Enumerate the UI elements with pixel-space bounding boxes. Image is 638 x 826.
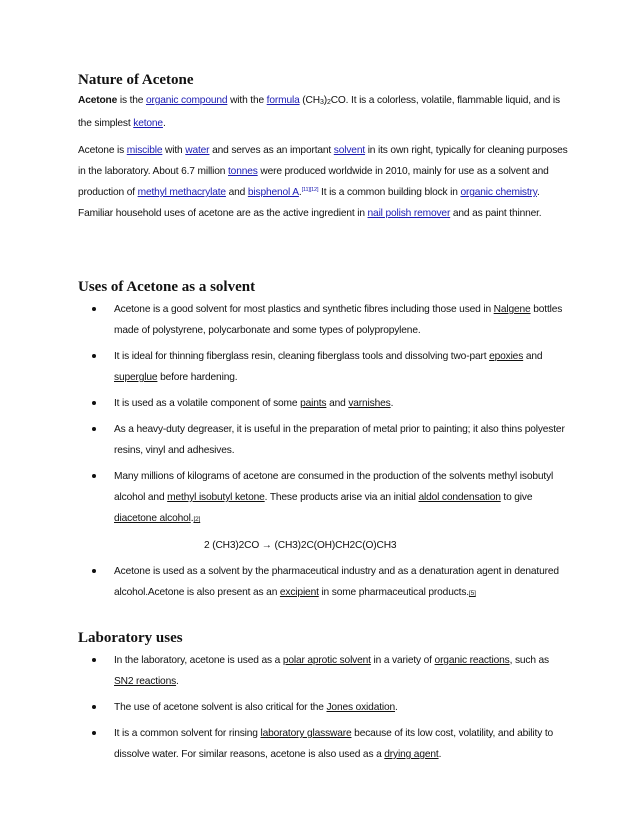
link-diacetone-alcohol[interactable]: diacetone alcohol — [114, 513, 191, 524]
link-solvent[interactable]: solvent — [333, 145, 366, 156]
link-organic-reactions[interactable]: organic reactions — [434, 655, 510, 666]
link-formula[interactable]: formula — [266, 95, 300, 106]
document-body — [78, 70, 568, 770]
heading-solvent: Uses of Acetone as a solvent — [78, 279, 256, 295]
link-nail-polish-remover[interactable]: nail polish remover — [367, 208, 451, 219]
paragraph-uses: Acetone is miscible with water and serves as an important solvent in its own right, typically for cleaning purposes in the laboratory. About 6.7 million tonnes were produced worldwide in 2010, mainly for use as a solvent and production of methyl methacrylate and bisphenol A.[11][12] It is a common building block in organic chemistry. Familiar household uses of acetone are as the active ingredient in nail polish remover and as paint thinner. — [78, 145, 568, 219]
link-organic-compound[interactable]: organic compound — [145, 95, 228, 106]
link-drying-agent[interactable]: drying agent — [384, 749, 439, 760]
link-epoxies[interactable]: epoxies — [489, 351, 524, 362]
link-polar-aprotic-solvent[interactable]: polar aprotic solvent — [282, 655, 371, 666]
bullet-icon — [92, 705, 96, 709]
citation-5[interactable]: [5] — [468, 590, 476, 597]
heading-laboratory: Laboratory uses — [78, 630, 183, 646]
bullet-icon — [92, 427, 96, 431]
link-aldol-condensation[interactable]: aldol condensation — [418, 492, 501, 503]
link-jones-oxidation[interactable]: Jones oxidation — [326, 702, 396, 713]
list-item: It is used as a volatile component of some paints and varnishes. — [78, 393, 568, 414]
link-miscible[interactable]: miscible — [126, 145, 163, 156]
bullet-icon — [92, 307, 96, 311]
link-methyl-methacrylate[interactable]: methyl methacrylate — [137, 187, 226, 198]
chemical-equation: 2 (CH3)2CO → (CH3)2C(OH)CH2C(O)CH3 — [204, 540, 397, 551]
link-ketone[interactable]: ketone — [133, 118, 163, 129]
link-tonnes[interactable]: tonnes — [228, 166, 258, 177]
bullet-icon — [92, 731, 96, 735]
solvent-list — [78, 299, 568, 530]
list-item: It is ideal for thinning fiberglass resin, cleaning fiberglass tools and dissolving two-part epoxies and superglue before hardening. — [78, 346, 568, 388]
list-item: Acetone is used as a solvent by the pharmaceutical industry and as a denaturation agent in denatured alcohol.Acetone is also present as an excipient in some pharmaceutical products.[5] — [78, 561, 568, 604]
solvent-list-continued — [78, 561, 568, 604]
list-item: Acetone is a good solvent for most plastics and synthetic fibres including those used in Nalgene bottles made of polystyrene, polycarbonate and some types of polypropylene. — [78, 299, 568, 341]
link-laboratory-glassware[interactable]: laboratory glassware — [260, 728, 352, 739]
list-item: Many millions of kilograms of acetone are consumed in the production of the solvents methyl isobutyl alcohol and methyl isobutyl ketone. These products arise via an initial aldol condensation to give diacetone alcohol.[2] — [78, 466, 568, 530]
citation-2[interactable]: [2] — [193, 516, 201, 523]
heading-nature: Nature of Acetone — [78, 72, 194, 88]
link-nalgene[interactable]: Nalgene — [493, 304, 531, 315]
link-paints[interactable]: paints — [300, 398, 327, 409]
list-item: The use of acetone solvent is also critical for the Jones oxidation. — [78, 697, 568, 718]
laboratory-list — [78, 650, 568, 765]
bullet-icon — [92, 354, 96, 358]
section-solvent — [78, 277, 568, 604]
list-item: It is a common solvent for rinsing laboratory glassware because of its low cost, volatility, and ability to dissolve water. For similar reasons, acetone is also used as a drying agent. — [78, 723, 568, 765]
bullet-icon — [92, 569, 96, 573]
link-superglue[interactable]: superglue — [114, 372, 158, 383]
section-nature — [78, 70, 568, 224]
link-sn2-reactions[interactable]: SN2 reactions — [114, 676, 177, 687]
link-methyl-isobutyl-ketone[interactable]: methyl isobutyl ketone — [167, 492, 265, 503]
bullet-icon — [92, 474, 96, 478]
bullet-icon — [92, 658, 96, 662]
citation-11-12[interactable]: [11][12] — [301, 187, 319, 193]
link-varnishes[interactable]: varnishes — [348, 398, 391, 409]
link-water[interactable]: water — [185, 145, 210, 156]
paragraph-intro: Acetone is the organic compound with the formula (CH3)2CO. It is a colorless, volatile, flammable liquid, and is the simplest ketone. — [78, 95, 560, 129]
link-organic-chemistry[interactable]: organic chemistry — [460, 187, 537, 198]
list-item: In the laboratory, acetone is used as a polar aprotic solvent in a variety of organic reactions, such as SN2 reactions. — [78, 650, 568, 692]
list-item: As a heavy-duty degreaser, it is useful in the preparation of metal prior to painting; it also thins polyester resins, vinyl and adhesives. — [78, 419, 568, 461]
link-excipient[interactable]: excipient — [279, 587, 319, 598]
bullet-icon — [92, 401, 96, 405]
section-laboratory — [78, 628, 568, 765]
link-bisphenol-a[interactable]: bisphenol A — [247, 187, 299, 198]
